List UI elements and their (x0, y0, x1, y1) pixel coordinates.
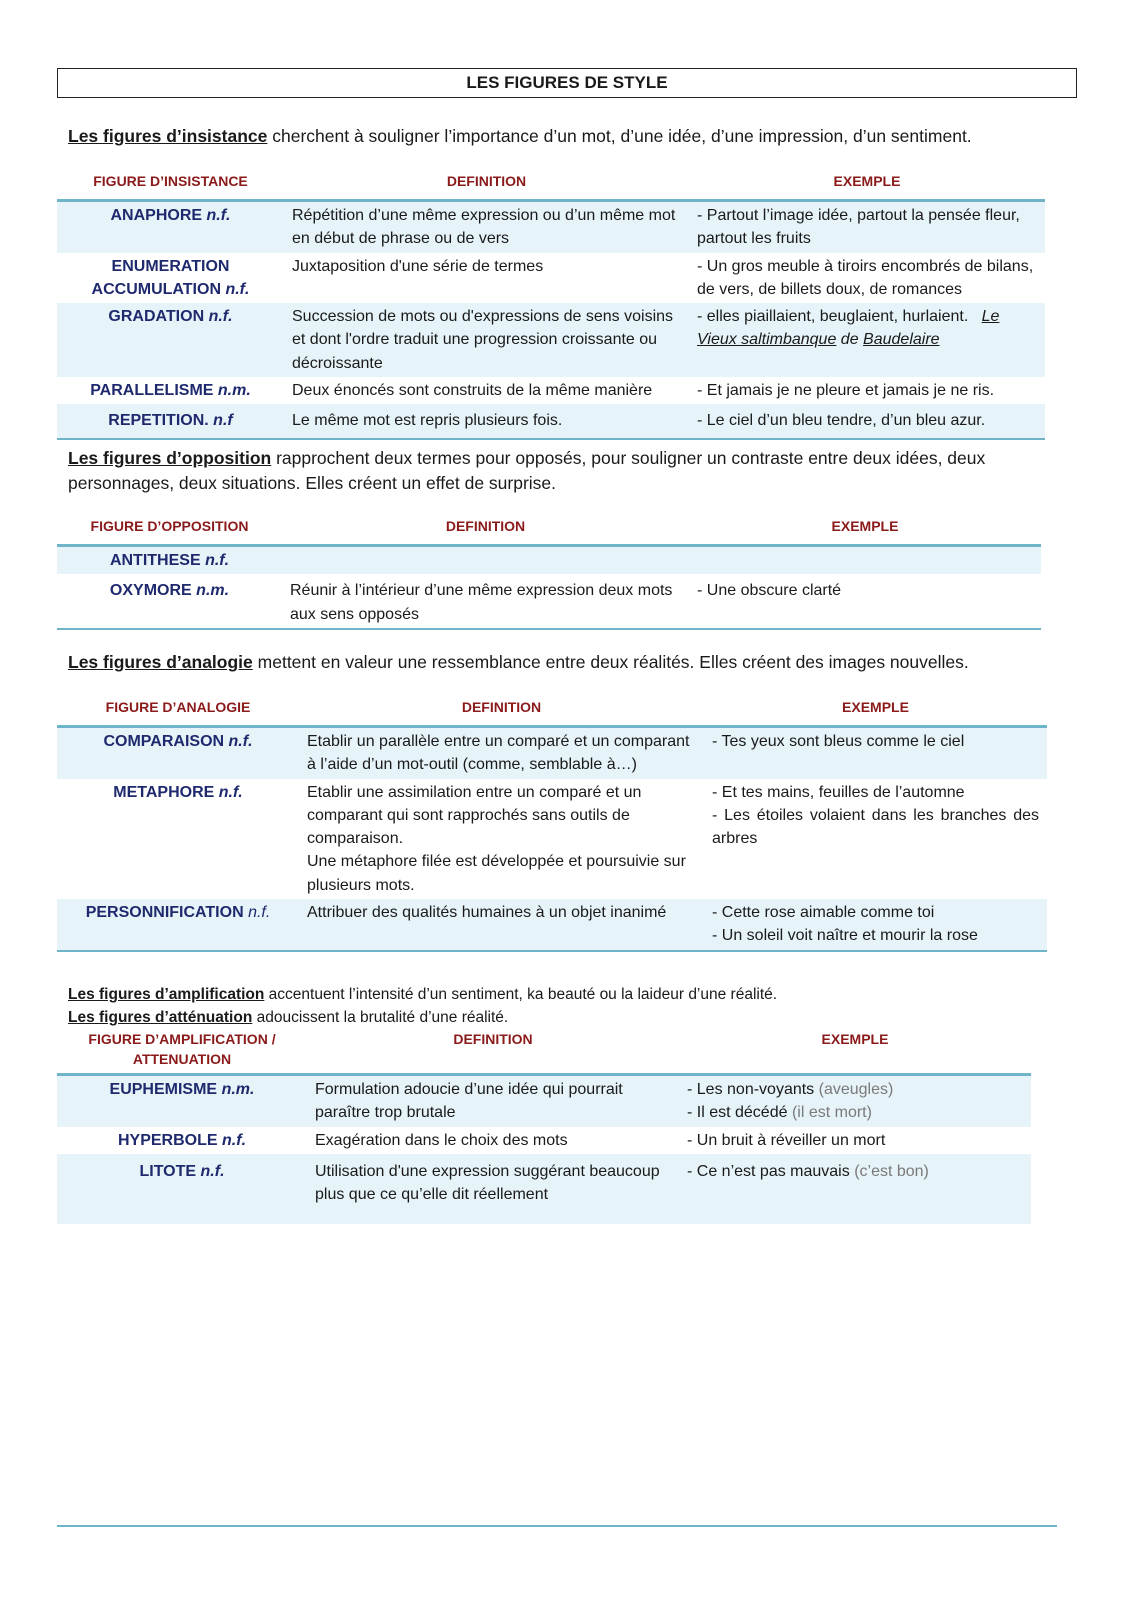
figure-name: COMPARAISON (103, 733, 225, 750)
section-amplification (57, 983, 1077, 1224)
table-row (57, 253, 1045, 304)
figure-name: LITOTE (139, 1162, 197, 1180)
col-header-exemple: EXEMPLE (689, 171, 1045, 201)
figure-gram: n.f. (208, 308, 233, 326)
figure-gram: n.f. (205, 552, 230, 569)
amplification-table (57, 1029, 1031, 1224)
col-header-definition: DEFINITION (307, 1029, 679, 1075)
example-line (687, 1078, 1023, 1101)
page-title: LES FIGURES DE STYLE (57, 68, 1077, 98)
col-header-exemple: EXEMPLE (704, 697, 1047, 727)
table-row (57, 574, 1041, 629)
figure-definition: Formulation adoucie d’une idée qui pourrait paraître trop brutale (307, 1075, 679, 1127)
figure-name: ANAPHORE (110, 207, 203, 224)
amplification-intro (68, 983, 1077, 1006)
example-aside: (il est mort) (791, 1104, 872, 1122)
figure-definition: Exagération dans le choix des mots (315, 1131, 568, 1149)
table-row (57, 201, 1045, 253)
analogie-text: mettent en valeur une ressemblance entre deux réalités. Elles créent des images nouvelles. (252, 652, 969, 672)
definition-line: Etablir une assimilation entre un comparé et un comparant qui sont rapprochés sans outils de comparaison. (307, 783, 642, 848)
figure-name: GRADATION (108, 308, 205, 326)
opposition-lead: Les figures d’opposition (68, 448, 272, 468)
figure-definition (299, 779, 704, 899)
definition-line: Une métaphore filée est développée et poursuivie sur plusieurs mots. (307, 853, 686, 894)
table-row (57, 546, 1041, 575)
example-de: de (836, 331, 864, 349)
table-row (57, 899, 1047, 951)
figure-example (679, 1127, 1031, 1154)
figure-example (704, 899, 1047, 951)
example-aside: (aveugles) (818, 1081, 894, 1098)
figure-gram: n.m. (196, 582, 230, 600)
example-line: - Un soleil voit naître et mourir la rose (712, 927, 978, 945)
figure-name: ENUMERATION ACCUMULATION (91, 257, 230, 298)
section-insistance (57, 124, 1077, 440)
table-row (57, 727, 1047, 779)
table-row (57, 1154, 1031, 1224)
figure-name: REPETITION. (108, 412, 209, 430)
figure-example: - Le ciel d’un bleu tendre, d’un bleu azur. (689, 404, 1045, 438)
figure-example (704, 779, 1047, 899)
attenuation-intro (68, 1006, 1077, 1029)
figure-example (679, 1075, 1031, 1127)
figure-definition: Deux énoncés sont construits de la même manière (292, 382, 653, 400)
section-analogie (57, 650, 1077, 952)
figure-gram: n.f. (222, 1131, 247, 1149)
figure-definition: Répétition d’une même expression ou d’un même mot en début de phrase ou de vers (284, 201, 689, 253)
insistance-text: cherchent à souligner l’importance d’un mot, d’une idée, d’une impression, d’un sentiment. (267, 126, 972, 146)
insistance-intro (68, 124, 1077, 149)
figure-example (689, 303, 1045, 377)
figure-definition: Attribuer des qualités humaines à un objet inanimé (299, 899, 704, 951)
example-text: - Il est décédé (687, 1104, 792, 1122)
col-header-figure: FIGURE D’AMPLIFICATION / ATTENUATION (57, 1029, 307, 1075)
example-line: - Tes yeux sont bleus comme le ciel (712, 733, 965, 750)
analogie-intro (68, 650, 1077, 675)
attenuation-lead: Les figures d’atténuation (68, 1009, 253, 1026)
figure-example: - Un gros meuble à tiroirs encombrés de bilans, de vers, de billets doux, de romances (697, 257, 1034, 298)
figure-example (679, 1154, 1031, 1224)
figure-gram: n.m. (221, 1081, 255, 1098)
example-author: Baudelaire (863, 331, 940, 349)
insistance-table (57, 171, 1045, 440)
footer-divider (57, 1525, 1057, 1527)
figure-example: - Partout l’image idée, partout la pensée fleur, partout les fruits (689, 201, 1045, 253)
opposition-intro (68, 446, 1077, 496)
opposition-text: rapprochent deux termes pour opposés, pour souligner un contraste entre deux idées, deux personnages, deux situations. Elles créent un effet de surprise. (68, 448, 986, 493)
figure-gram: n.m. (217, 382, 251, 400)
figure-definition: Le même mot est repris plusieurs fois. (284, 404, 689, 438)
example-line: - Les étoiles volaient dans les branches des arbres (712, 806, 1039, 848)
table-row (57, 303, 1045, 377)
table-row (57, 404, 1045, 438)
example-text: - Un bruit à réveiller un mort (687, 1131, 886, 1149)
figure-name: ANTITHESE (109, 552, 201, 569)
table-row (57, 1075, 1031, 1127)
example-line: - Cette rose aimable comme toi (712, 904, 935, 922)
example-text: - Les non-voyants (687, 1081, 819, 1098)
figure-name: HYPERBOLE (117, 1131, 218, 1149)
figure-name: PARALLELISME (90, 382, 214, 400)
table-row (57, 1127, 1031, 1154)
amplification-text: accentuent l’intensité d’un sentiment, ka beauté ou la laideur d’une réalité. (264, 986, 778, 1003)
example-line (687, 1101, 1023, 1124)
figure-example (704, 727, 1047, 779)
example-text: - Ce n’est pas mauvais (687, 1162, 855, 1180)
col-header-exemple: EXEMPLE (689, 516, 1041, 546)
figure-name: METAPHORE (113, 783, 215, 801)
figure-gram: n.f. (228, 733, 253, 750)
col-header-exemple: EXEMPLE (679, 1029, 1031, 1075)
figure-gram: n.f. (248, 904, 271, 922)
figure-definition: Utilisation d'une expression suggérant beaucoup plus que ce qu’elle dit réellement (307, 1154, 679, 1224)
figure-definition: Réunir à l’intérieur d’une même expression deux mots aux sens opposés (282, 574, 689, 629)
table-row (57, 779, 1047, 899)
figure-name: PERSONNIFICATION (85, 904, 244, 922)
figure-gram: n.f. (200, 1162, 225, 1180)
col-header-figure: FIGURE D’OPPOSITION (57, 516, 282, 546)
figure-gram: n.f. (225, 280, 250, 298)
col-header-definition: DEFINITION (299, 697, 704, 727)
table-row (57, 377, 1045, 404)
col-header-figure: FIGURE D’ANALOGIE (57, 697, 299, 727)
figure-definition: Succession de mots ou d'expressions de sens voisins et dont l'ordre traduit une progression croissante ou décroissante (284, 303, 689, 377)
example-line: - Et tes mains, feuilles de l’automne (712, 783, 965, 801)
example-text: - elles piaillaient, beuglaient, hurlaient. (697, 308, 969, 326)
figure-example: - Une obscure clarté (689, 574, 1041, 629)
col-header-definition: DEFINITION (284, 171, 689, 201)
figure-name: OXYMORE (109, 582, 192, 600)
opposition-table (57, 516, 1041, 630)
amplification-lead: Les figures d’amplification (68, 986, 265, 1003)
attenuation-text: adoucissent la brutalité d’une réalité. (252, 1009, 509, 1026)
col-header-figure: FIGURE D’INSISTANCE (57, 171, 284, 201)
insistance-lead: Les figures d’insistance (68, 126, 268, 146)
figure-definition: Juxtaposition d'une série de termes (292, 257, 544, 275)
figure-gram: n.f. (218, 783, 243, 801)
example-aside: (c’est bon) (854, 1162, 929, 1180)
figure-example (689, 546, 1041, 575)
col-header-definition: DEFINITION (282, 516, 689, 546)
analogie-table (57, 697, 1047, 952)
analogie-lead: Les figures d’analogie (68, 652, 253, 672)
section-opposition (57, 446, 1077, 630)
figure-example: - Et jamais je ne pleure et jamais je ne ris. (697, 382, 995, 400)
figure-gram: n.f. (206, 207, 231, 224)
example-work-title: Le Vieux saltimbanque (697, 308, 1000, 349)
figure-definition: Etablir un parallèle entre un comparé et un comparant à l’aide d’un mot-outil (comme, semblable à…) (299, 727, 704, 779)
figure-gram: n.f (213, 412, 233, 430)
figure-name: EUPHEMISME (109, 1081, 218, 1098)
figure-definition (282, 546, 689, 575)
